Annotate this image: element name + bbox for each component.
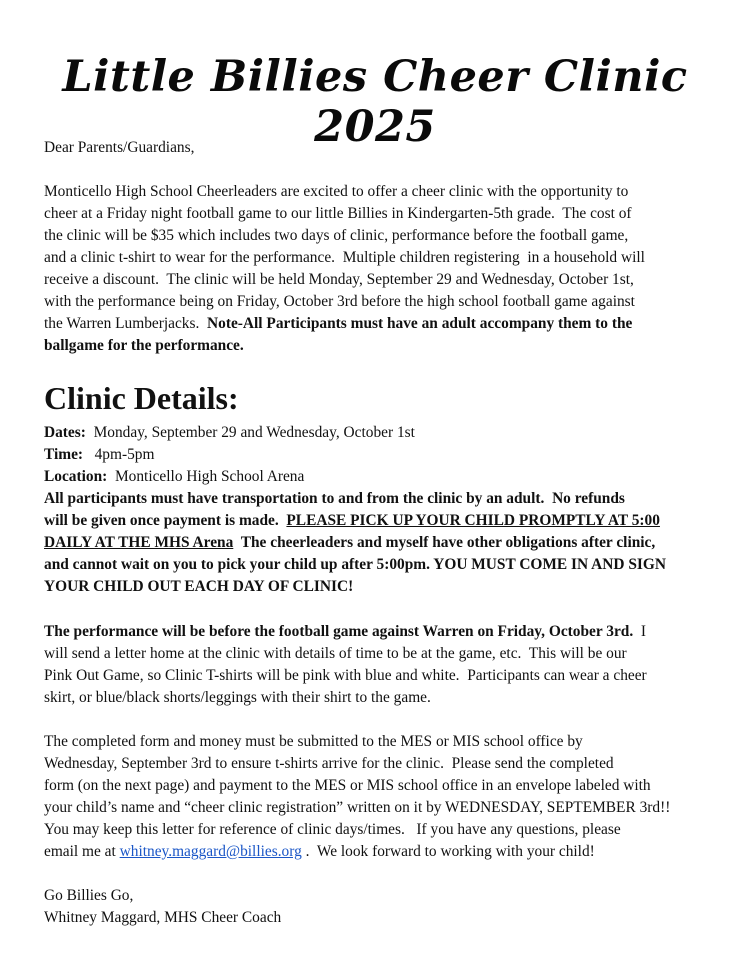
- page-title: Little Billies Cheer Clinic 2025: [62, 52, 688, 152]
- text-segment: . We look forward to working with your child!: [301, 843, 595, 860]
- text-segment: Dates:: [44, 424, 86, 441]
- intro-paragraph: [44, 181, 734, 357]
- text-segment: All participants must have transportation to and from the clinic by an adult. No refunds: [44, 490, 625, 507]
- text-line: [44, 488, 734, 510]
- text-line: [44, 203, 734, 225]
- text-line: [44, 532, 734, 554]
- text-segment: DAILY AT THE MHS Arena: [44, 534, 234, 551]
- performance-paragraph: [44, 621, 734, 709]
- text-segment: The completed form and money must be submitted to the MES or MIS school office by: [44, 733, 583, 750]
- text-line: [44, 291, 734, 313]
- text-segment: I: [633, 623, 647, 640]
- text-segment: ballgame for the performance.: [44, 337, 244, 354]
- text-segment: Pink Out Game, so Clinic T-shirts will be pink with blue and white. Participants can wear a cheer: [44, 667, 647, 684]
- text-line: [44, 247, 734, 269]
- text-segment: Monticello High School Arena: [107, 468, 305, 485]
- closing-signature: [44, 885, 734, 929]
- text-line: [44, 687, 734, 709]
- text-line: [44, 753, 734, 775]
- text-line: [44, 731, 734, 753]
- text-line: [44, 137, 734, 159]
- text-segment: Monticello High School Cheerleaders are excited to offer a cheer clinic with the opportunity to: [44, 183, 629, 200]
- text-line: [44, 797, 734, 819]
- text-line: [44, 775, 734, 797]
- text-line: [44, 444, 734, 466]
- text-segment: with the performance being on Friday, October 3rd before the high school football game against: [44, 293, 635, 310]
- text-line: [44, 576, 734, 598]
- text-segment: Location:: [44, 468, 108, 485]
- text-line: [44, 841, 734, 863]
- text-segment: You may keep this letter for reference of clinic days/times. If you have any questions, please: [44, 821, 621, 838]
- details-heading: Clinic Details:: [44, 380, 239, 416]
- text-segment: Wednesday, September 3rd to ensure t-shirts arrive for the clinic. Please send the completed: [44, 755, 614, 772]
- text-segment: the Warren Lumberjacks.: [44, 315, 208, 332]
- text-segment: cheer at a Friday night football game to our little Billies in Kindergarten-5th grade. The cost of: [44, 205, 632, 222]
- text-segment: The performance will be before the football game against Warren on Friday, October 3rd.: [44, 623, 634, 640]
- text-segment: will send a letter home at the clinic with details of time to be at the game, etc. This will be our: [44, 645, 627, 662]
- text-segment: email me at: [44, 843, 120, 860]
- text-segment: Go Billies Go,: [44, 887, 134, 904]
- text-line: [44, 554, 734, 576]
- email-link[interactable]: whitney.maggard@billies.org: [119, 843, 302, 860]
- text-line: [44, 335, 734, 357]
- text-segment: Monday, September 29 and Wednesday, October 1st: [85, 424, 415, 441]
- text-segment: form (on the next page) and payment to the MES or MIS school office in an envelope labeled with: [44, 777, 651, 794]
- text-line: [44, 422, 734, 444]
- text-line: [44, 269, 734, 291]
- text-segment: skirt, or blue/black shorts/leggings with their shirt to the game.: [44, 689, 431, 706]
- text-line: [44, 665, 734, 687]
- text-segment: Note-All Participants must have an adult accompany them to the: [207, 315, 633, 332]
- text-segment: Whitney Maggard, MHS Cheer Coach: [44, 909, 282, 926]
- text-segment: the clinic will be $35 which includes two days of clinic, performance before the football game,: [44, 227, 629, 244]
- text-segment: will be given once payment is made.: [44, 512, 287, 529]
- text-segment: and a clinic t-shirt to wear for the performance. Multiple children registering in a household will: [44, 249, 645, 266]
- text-segment: PLEASE PICK UP YOUR CHILD PROMPTLY AT 5:00: [286, 512, 660, 529]
- text-segment: YOUR CHILD OUT EACH DAY OF CLINIC!: [44, 578, 354, 595]
- text-line: [44, 643, 734, 665]
- clinic-details: [44, 422, 734, 598]
- text-line: [44, 819, 734, 841]
- text-segment: Dear Parents/Guardians,: [44, 139, 195, 156]
- submission-paragraph: [44, 731, 734, 863]
- text-line: [44, 510, 734, 532]
- text-line: [44, 466, 734, 488]
- text-line: [44, 907, 734, 929]
- text-line: [44, 621, 734, 643]
- text-line: [44, 313, 734, 335]
- text-segment: your child’s name and “cheer clinic registration” written on it by WEDNESDAY, SEPTEMBER 3rd!!: [44, 799, 671, 816]
- text-segment: Time:: [44, 446, 84, 463]
- text-segment: and cannot wait on you to pick your child up after 5:00pm. YOU MUST COME IN AND SIGN: [44, 556, 666, 573]
- text-line: [44, 181, 734, 203]
- text-segment: 4pm-5pm: [83, 446, 155, 463]
- greeting: [44, 137, 734, 159]
- text-line: [44, 225, 734, 247]
- text-line: [44, 885, 734, 907]
- text-segment: receive a discount. The clinic will be held Monday, September 29 and Wednesday, October 1st,: [44, 271, 634, 288]
- text-segment: The cheerleaders and myself have other obligations after clinic,: [233, 534, 656, 551]
